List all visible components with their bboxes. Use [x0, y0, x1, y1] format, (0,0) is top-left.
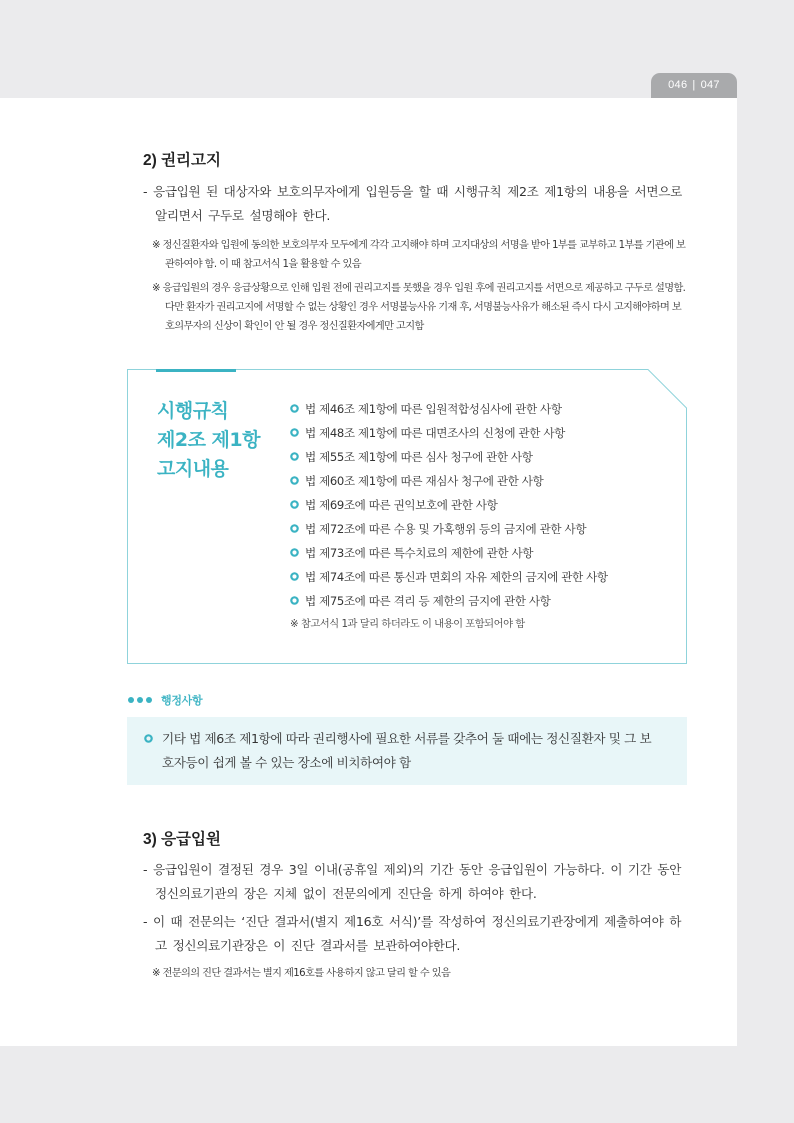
page-number-separator: | — [692, 79, 696, 91]
box-title — [157, 397, 260, 484]
page-number-left: 046 — [668, 79, 688, 91]
notice-content-box — [127, 369, 687, 664]
circle-bullet-icon — [144, 734, 153, 743]
page-number-right: 047 — [700, 79, 720, 91]
bullet-paragraph: - 응급입원 된 대상자와 보호의무자에게 입원등을 할 때 시행규칙 제2조 제1항의 내용을 서면으로 알리면서 구두로 설명해야 한다. — [143, 184, 682, 223]
admin-heading — [128, 692, 202, 708]
list-item-text: 법 제69조에 따른 권익보호에 관한 사항 — [305, 498, 498, 512]
page-number-tab — [651, 73, 737, 98]
list-item — [290, 565, 608, 589]
list-item — [290, 541, 608, 565]
admin-notice-box — [127, 717, 687, 785]
list-item-text: 법 제46조 제1항에 따른 입원적합성심사에 관한 사항 — [305, 402, 562, 416]
section-emergency-admission — [143, 827, 688, 983]
list-item — [290, 421, 608, 445]
list-item — [290, 493, 608, 517]
list-item-text: 법 제75조에 따른 격리 등 제한의 금지에 관한 사항 — [305, 594, 551, 608]
list-item-text: 법 제74조에 따른 통신과 면회의 자유 제한의 금지에 관한 사항 — [305, 570, 608, 584]
footnote-paragraph: ※ 전문의의 진단 결과서는 별지 제16호를 사용하지 않고 달리 할 수 있음 — [152, 968, 451, 979]
section-title: 2) 권리고지 — [143, 152, 221, 169]
notice-items-list — [290, 397, 608, 613]
list-item — [290, 445, 608, 469]
circle-bullet-icon — [290, 476, 299, 485]
list-item-text: 법 제48조 제1항에 따른 대면조사의 신청에 관한 사항 — [305, 426, 565, 440]
box-title-line: 시행규칙 — [157, 400, 229, 422]
admin-text: 기타 법 제6조 제1항에 따라 권리행사에 필요한 서류를 갖추어 둘 때에는 정신질환자 및 그 보호자등이 쉽게 볼 수 있는 장소에 비치하여야 함 — [162, 731, 652, 770]
list-item-text: 법 제55조 제1항에 따른 심사 청구에 관한 사항 — [305, 450, 533, 464]
list-item-text: 법 제60조 제1항에 따른 재심사 청구에 관한 사항 — [305, 474, 544, 488]
circle-bullet-icon — [290, 428, 299, 437]
circle-bullet-icon — [290, 596, 299, 605]
three-dots-icon — [128, 697, 152, 703]
list-item — [290, 397, 608, 421]
circle-bullet-icon — [290, 572, 299, 581]
footnote-paragraph: ※ 응급입원의 경우 응급상황으로 인해 입원 전에 권리고지를 못했을 경우 입원 후에 권리고지를 서면으로 제공하고 구두로 설명함. 다만 환자가 권리고지에 서명할 수 없는 상황인 경우 서명불능사유 기재 후, 서명불능사유가 해소된 즉시 다시 고지해야하며 보호의무자의 신상이 확인이 안 될 경우 정신질환자에게만 고지함 — [152, 283, 686, 332]
footnote-paragraph: ※ 정신질환자와 입원에 동의한 보호의무자 모두에게 각각 고지해야 하며 고지대상의 서명을 받아 1부를 교부하고 1부를 기관에 보관하여야 함. 이 때 참고서식 1을 활용할 수 있음 — [152, 240, 686, 270]
circle-bullet-icon — [290, 452, 299, 461]
list-item-text: 법 제73조에 따른 특수치료의 제한에 관한 사항 — [305, 546, 534, 560]
admin-label: 행정사항 — [161, 694, 203, 707]
circle-bullet-icon — [290, 404, 299, 413]
list-item-text: 법 제72조에 따른 수용 및 가혹행위 등의 금지에 관한 사항 — [305, 522, 587, 536]
box-title-line: 제2조 제1항 — [157, 429, 260, 451]
box-accent-bar — [156, 369, 236, 372]
list-item — [290, 469, 608, 493]
circle-bullet-icon — [290, 500, 299, 509]
bullet-paragraph: - 응급입원이 결정된 경우 3일 이내(공휴일 제외)의 기간 동안 응급입원이 가능하다. 이 기간 동안 정신의료기관의 장은 지체 없이 전문의에게 진단을 하게 하여야 한다. — [143, 862, 682, 901]
section-title: 3) 응급입원 — [143, 831, 221, 848]
circle-bullet-icon — [290, 524, 299, 533]
list-item — [290, 589, 608, 613]
box-footnote: ※ 참고서식 1과 달리 하더라도 이 내용이 포함되어야 함 — [290, 618, 525, 630]
box-title-line: 고지내용 — [157, 458, 229, 480]
section-rights-notice — [143, 148, 688, 336]
circle-bullet-icon — [290, 548, 299, 557]
bullet-paragraph: - 이 때 전문의는 ‘진단 결과서(별지 제16호 서식)’를 작성하여 정신의료기관장에게 제출하여야 하고 정신의료기관장은 이 진단 결과서를 보관하여야한다. — [143, 914, 682, 953]
list-item — [290, 517, 608, 541]
